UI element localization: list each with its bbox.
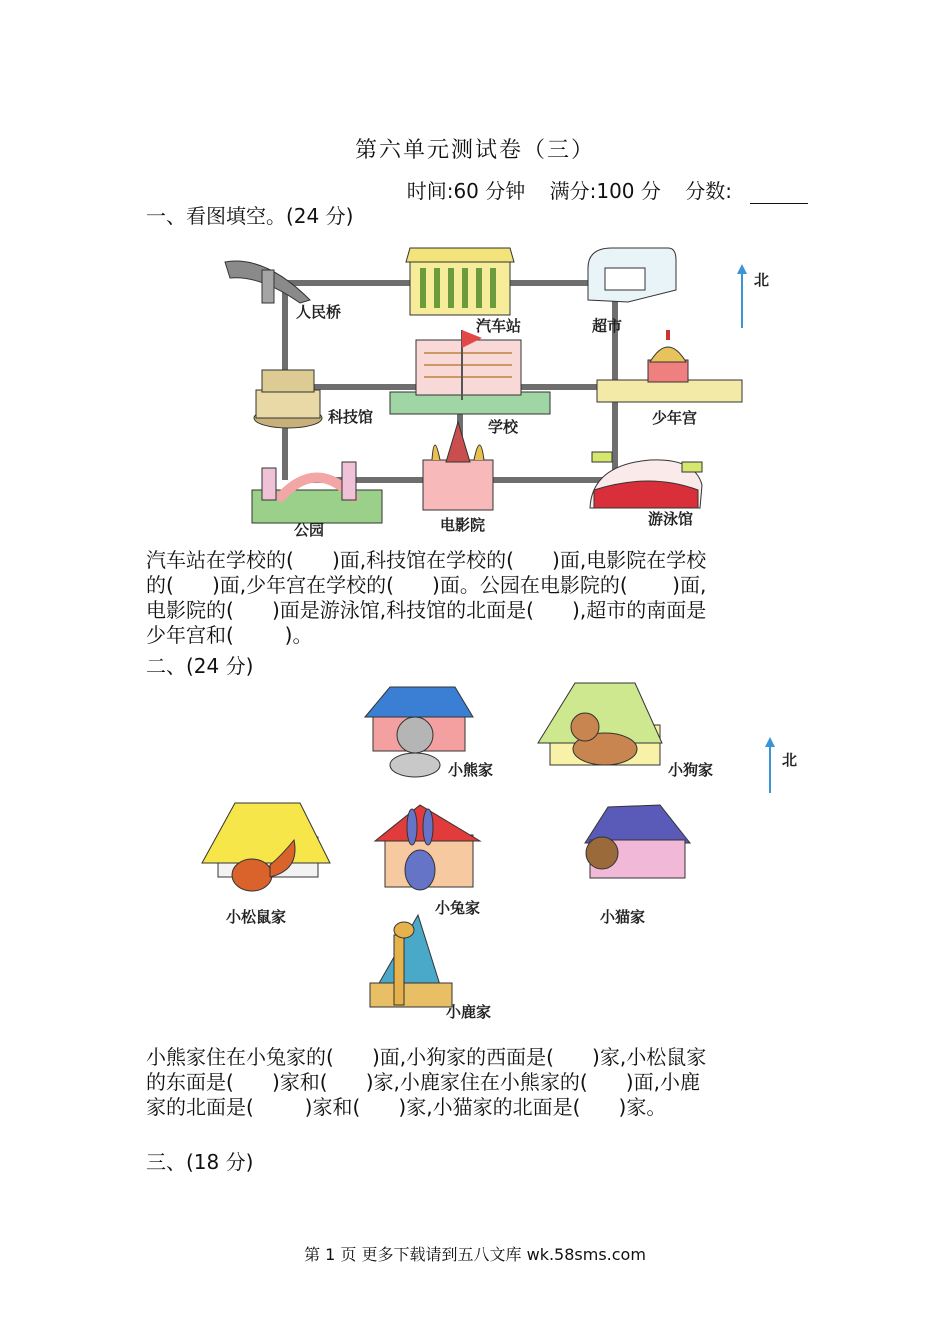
swimming-pool-icon (590, 452, 702, 508)
deer-house-icon (370, 915, 452, 1007)
youth-palace-icon (597, 330, 742, 402)
cat-house-icon (585, 805, 690, 878)
label-school: 学校 (488, 418, 519, 436)
label-north: 北 (782, 751, 798, 769)
cinema-icon (423, 422, 493, 510)
park-icon (252, 462, 382, 523)
label-bear-house: 小熊家 (448, 761, 494, 779)
exam-meta (389, 175, 808, 204)
score-blank[interactable] (750, 185, 808, 204)
town-map (220, 240, 780, 540)
label-dog-house: 小狗家 (668, 761, 714, 779)
time-limit: 时间:60 分钟 (406, 179, 526, 203)
science-museum-icon (254, 370, 322, 428)
label-cat-house: 小猫家 (600, 908, 646, 926)
section-1-heading: 一、看图填空。(24 分) (146, 204, 354, 228)
label-bus-station: 汽车站 (476, 317, 522, 335)
label-rabbit-house: 小兔家 (435, 899, 481, 917)
section-2-question: 小熊家住在小兔家的( )面,小狗家的西面是( )家,小松鼠家 的东面是( )家和( )家,小鹿家住在小熊家的( )面,小鹿 家的北面是( )家和( )家,小猫家的北面是( )家。 (146, 1045, 707, 1119)
label-swimming-pool: 游泳馆 (648, 510, 694, 528)
label-squirrel-house: 小松鼠家 (226, 908, 287, 926)
dog-house-icon (538, 683, 662, 765)
north-arrow-icon (765, 737, 775, 793)
label-north: 北 (754, 271, 770, 289)
label-science-museum: 科技馆 (328, 408, 374, 426)
section-3-heading: 三、(18 分) (146, 1150, 254, 1174)
label-bridge: 人民桥 (296, 303, 342, 321)
section-2-heading: 二、(24 分) (146, 654, 254, 678)
bus-station-icon (406, 248, 514, 315)
squirrel-house-icon (202, 803, 330, 891)
label-deer-house: 小鹿家 (446, 1003, 492, 1021)
section-1-question: 汽车站在学校的( )面,科技馆在学校的( )面,电影院在学校 的( )面,少年宫在学校的( )面。公园在电影院的( )面, 电影院的( )面是游泳馆,科技馆的北面是( ),超市的南面是 少年宫和( )。 (146, 548, 707, 647)
label-youth-palace: 少年宫 (652, 409, 698, 427)
label-park: 公园 (294, 521, 325, 539)
rabbit-house-icon (375, 805, 480, 890)
supermarket-icon (588, 248, 676, 302)
label-cinema: 电影院 (440, 516, 486, 534)
animal-homes-map (190, 665, 810, 1030)
page-footer: 第 1 页 更多下载请到五八文库 wk.58sms.com (304, 1245, 646, 1264)
label-supermarket: 超市 (592, 317, 623, 335)
score-label: 分数: (685, 179, 732, 203)
north-arrow-icon (737, 264, 747, 328)
full-score: 满分:100 分 (549, 179, 661, 203)
page-title: 第六单元测试卷（三） (354, 138, 595, 163)
school-icon (390, 330, 550, 414)
